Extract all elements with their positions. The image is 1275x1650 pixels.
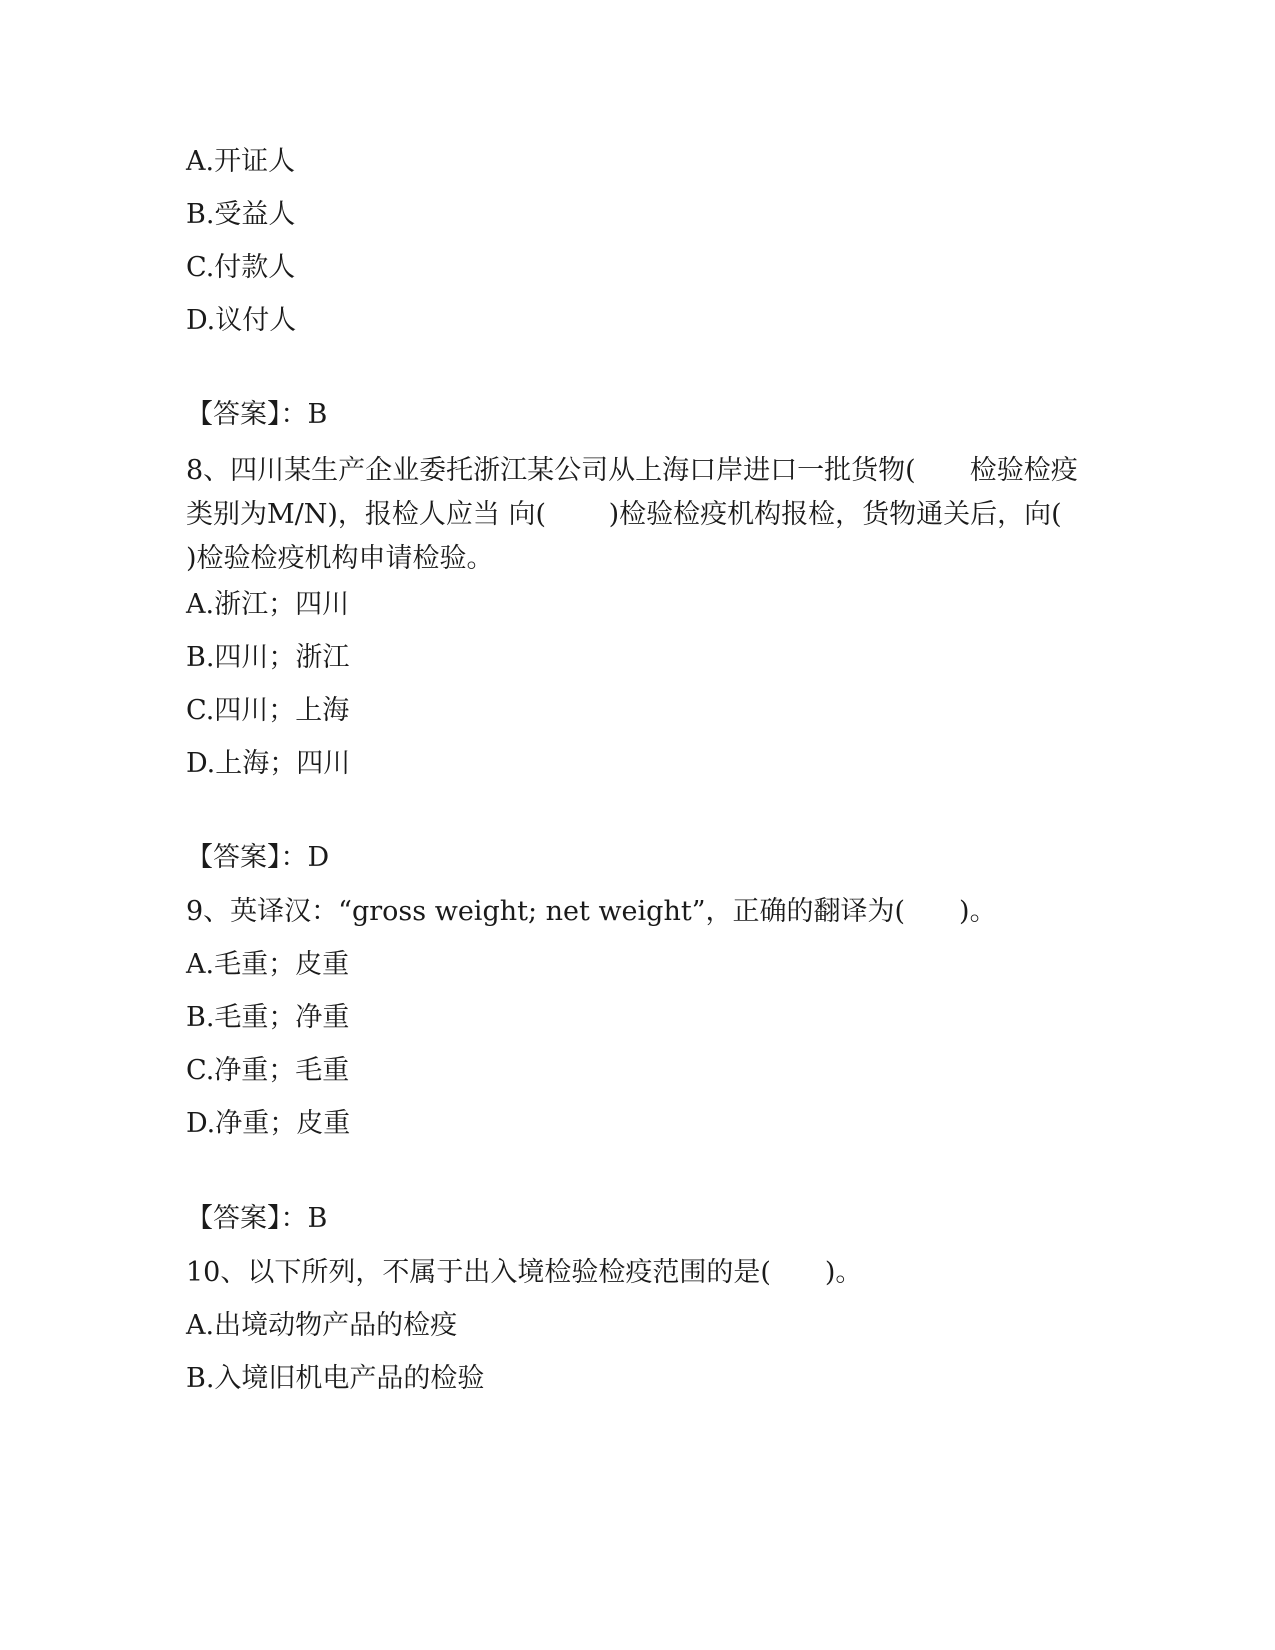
q8-option-b: B.四川；浙江 (186, 642, 350, 673)
q7-option-c: C.付款人 (186, 252, 296, 283)
q8-stem: 8、四川某生产企业委托浙江某公司从上海口岸进口一批货物( 检验检疫类别为M/N)，报检人应当 向( )检验检疫机构报检，货物通关后，向( )检验检疫机构申请检验。 (186, 455, 1125, 574)
q9-answer: 【答案】：B (186, 1203, 328, 1234)
q7-option-d: D.议付人 (186, 305, 297, 336)
q10-option-a: A.出境动物产品的检疫 (186, 1310, 458, 1341)
q9-option-b: B.毛重；净重 (186, 1002, 350, 1033)
q9-stem: 9、英译汉：“gross weight; net weight”，正确的翻译为( )。 (186, 896, 997, 927)
q9-option-a: A.毛重；皮重 (186, 949, 350, 980)
q7-option-b: B.受益人 (186, 199, 296, 230)
q9-option-c: C.净重；毛重 (186, 1055, 350, 1086)
q8-answer: 【答案】：D (186, 842, 330, 873)
q7-answer: 【答案】：B (186, 399, 328, 430)
q7-option-a: A.开证人 (186, 146, 296, 177)
q10-stem: 10、以下所列，不属于出入境检验检疫范围的是( )。 (186, 1257, 863, 1288)
q8-option-a: A.浙江；四川 (186, 589, 350, 620)
q10-option-b: B.入境旧机电产品的检验 (186, 1363, 485, 1394)
q8-option-d: D.上海；四川 (186, 748, 351, 779)
q9-option-d: D.净重；皮重 (186, 1108, 351, 1139)
q8-option-c: C.四川；上海 (186, 695, 350, 726)
